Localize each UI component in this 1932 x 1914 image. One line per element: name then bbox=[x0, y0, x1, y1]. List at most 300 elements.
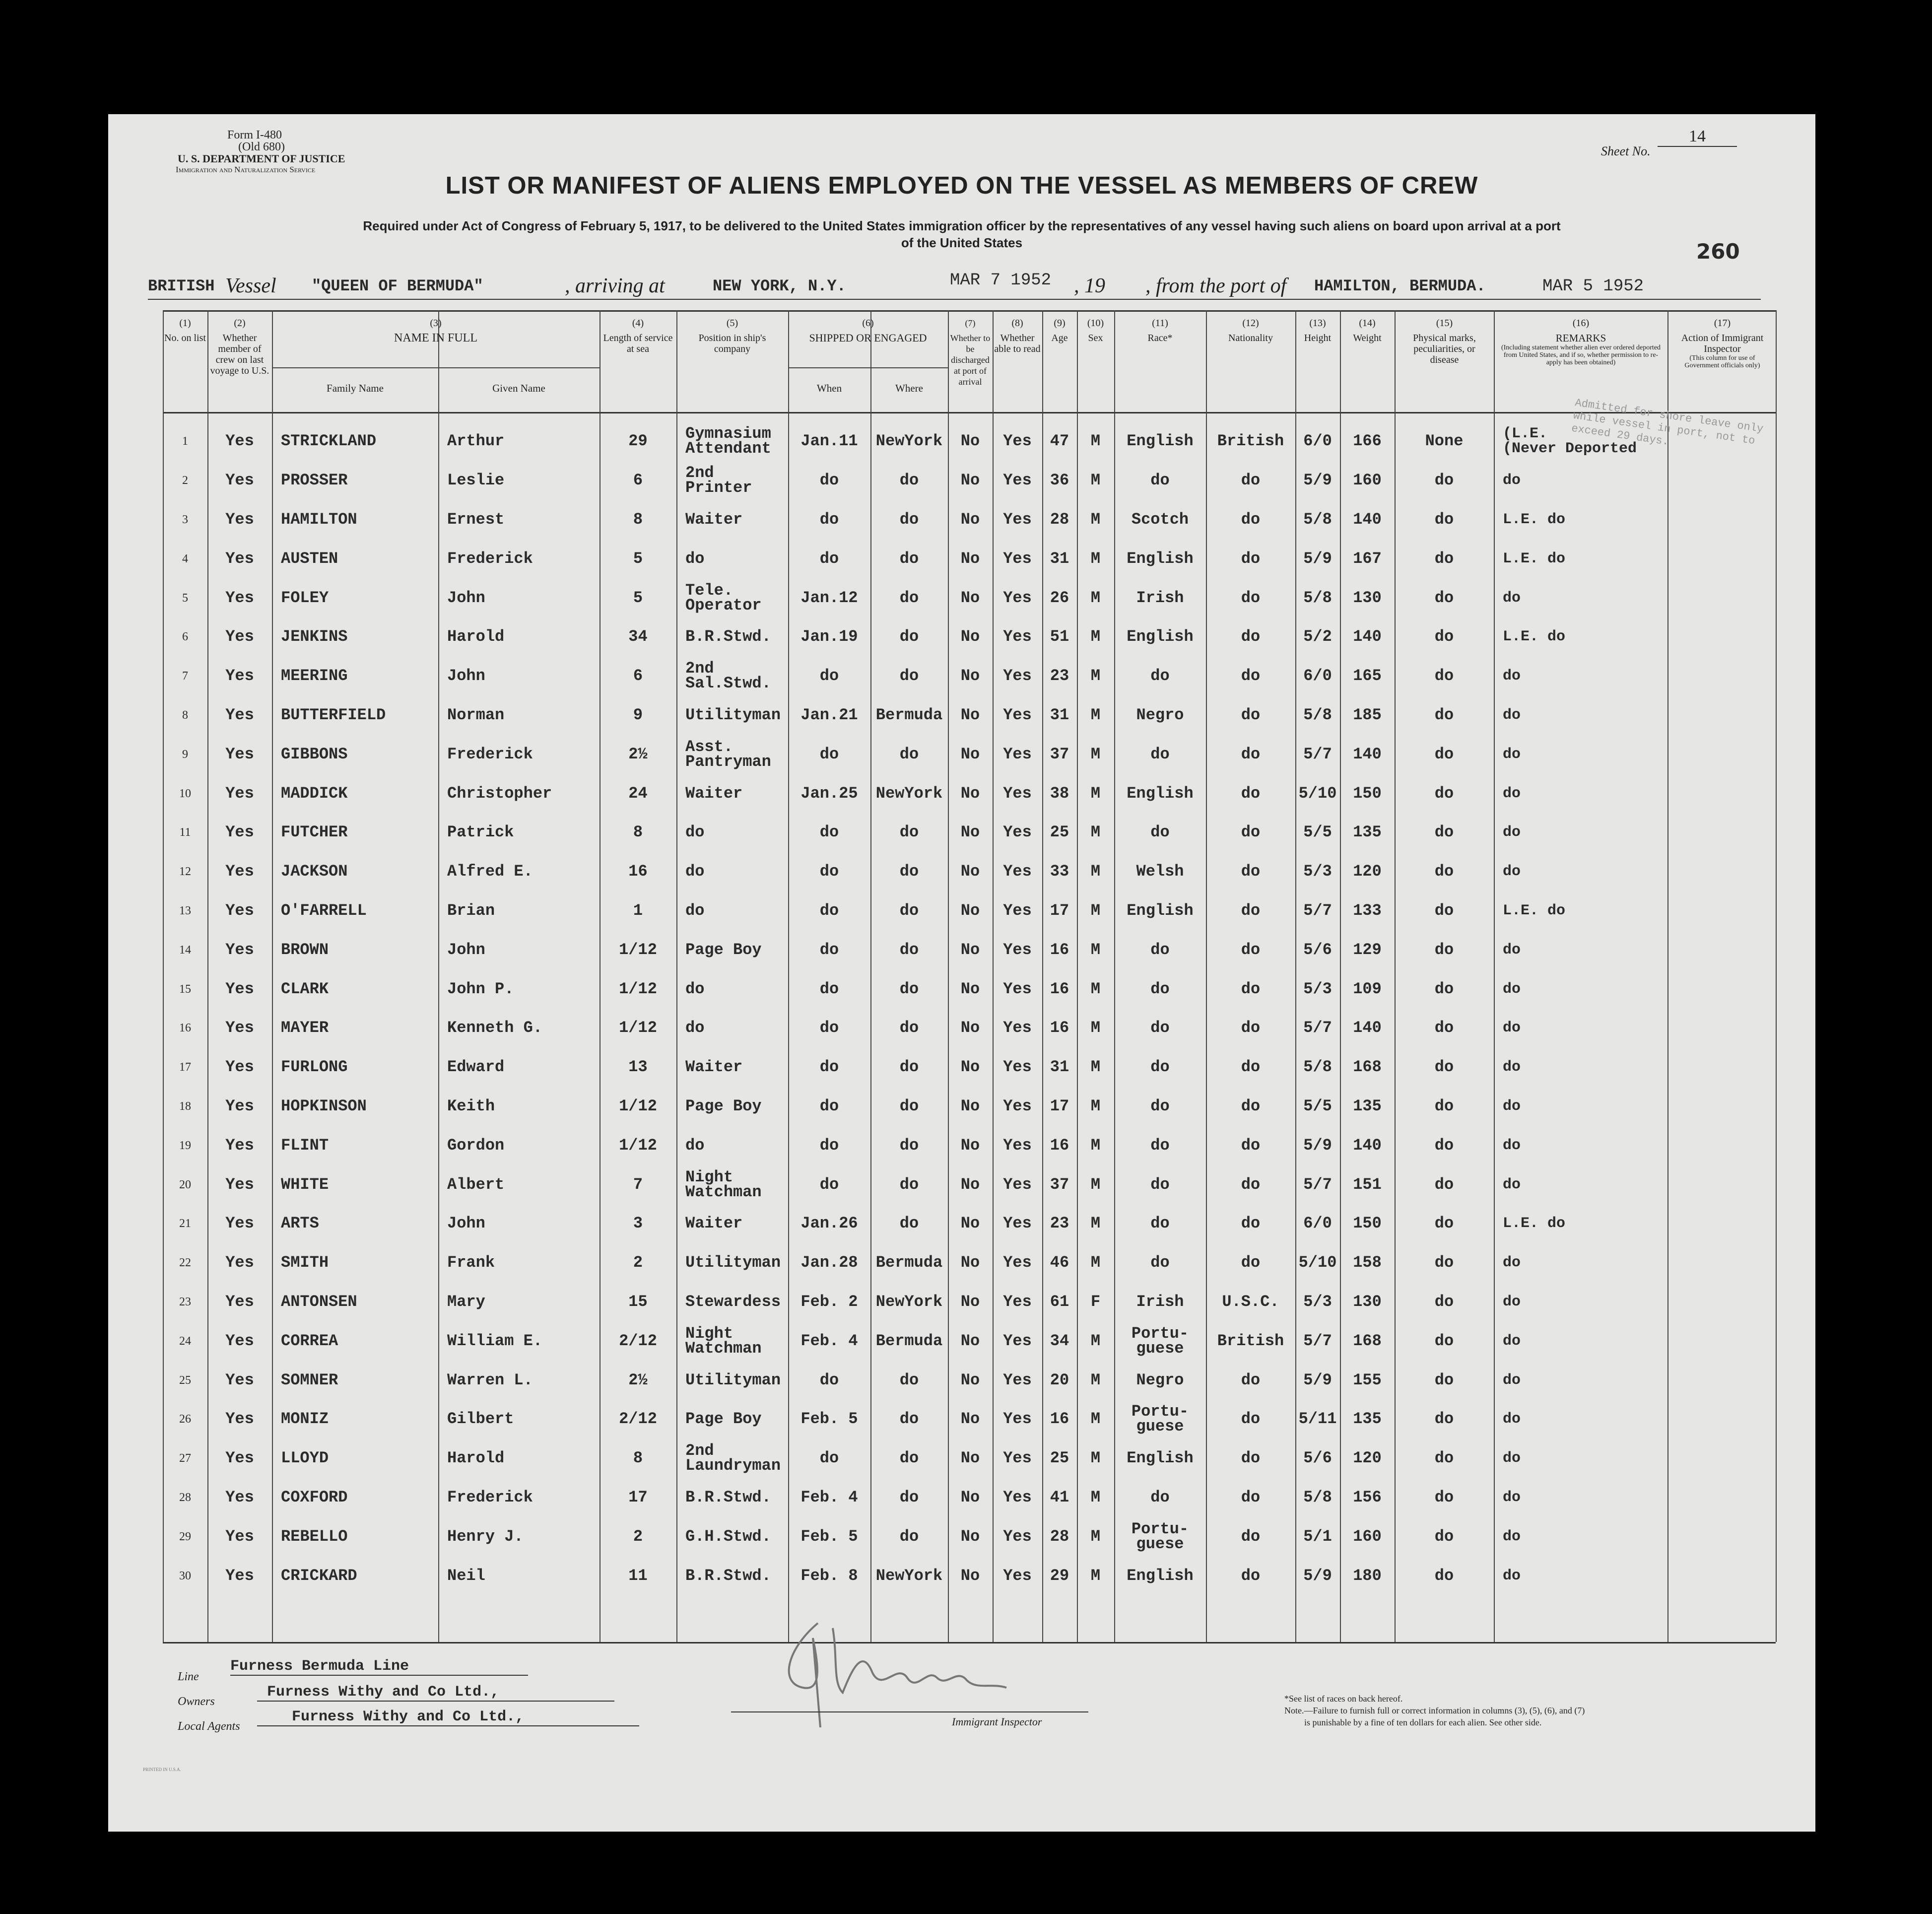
cell-family-name: GIBBONS bbox=[281, 745, 348, 763]
header-bottom-rule bbox=[163, 412, 1776, 413]
cell-able-to-read: Yes bbox=[1003, 1566, 1032, 1585]
cell-weight: 130 bbox=[1353, 1292, 1382, 1311]
cell-sex: M bbox=[1090, 1253, 1101, 1272]
cell-physical-marks: do bbox=[1434, 1096, 1454, 1115]
penalty-note-continued: is punishable by a fine of ten dollars for each alien. See other side. bbox=[1304, 1717, 1542, 1727]
cell-age: 16 bbox=[1050, 979, 1069, 998]
cell-physical-marks: do bbox=[1434, 549, 1454, 568]
subtitle: Required under Act of Congress of February 5, 1917, to be delivered to the United States immigration officer by the representatives of any vessel having such aliens on board upon arrival at a port bbox=[363, 218, 1561, 233]
cell-able-to-read: Yes bbox=[1003, 1096, 1032, 1115]
cell-physical-marks: do bbox=[1434, 784, 1454, 803]
cell-race: English bbox=[1127, 549, 1194, 568]
arrival-date: MAR 7 1952 bbox=[950, 271, 1052, 290]
old-form-number: (Old 680) bbox=[238, 140, 285, 153]
cell-remarks: do bbox=[1503, 1254, 1521, 1272]
cell-race: do bbox=[1150, 1175, 1170, 1194]
cell-list-number: 11 bbox=[179, 826, 191, 839]
cell-inspector-action bbox=[1667, 1126, 1776, 1165]
cell-given-name: Christopher bbox=[447, 784, 552, 803]
cell-race: English bbox=[1127, 1566, 1194, 1585]
table-row bbox=[163, 539, 1776, 578]
cell-weight: 180 bbox=[1353, 1566, 1382, 1585]
from-port-label: , from the port of bbox=[1145, 274, 1287, 297]
cell-shipped-when: do bbox=[819, 1370, 839, 1389]
table-row bbox=[163, 735, 1776, 774]
cell-age: 31 bbox=[1050, 705, 1069, 724]
cell-remarks: (L.E. (Never Deported bbox=[1503, 425, 1637, 458]
cell-shipped-when: do bbox=[819, 471, 839, 490]
table-row bbox=[163, 461, 1776, 500]
cell-family-name: HOPKINSON bbox=[281, 1096, 367, 1115]
cell-remarks: do bbox=[1503, 1020, 1521, 1037]
cell-given-name: Kenneth G. bbox=[447, 1019, 543, 1037]
cell-nationality: do bbox=[1241, 705, 1261, 724]
cell-remarks: L.E. do bbox=[1503, 550, 1566, 567]
cell-list-number: 3 bbox=[182, 513, 188, 526]
cell-sex: M bbox=[1090, 432, 1101, 451]
cell-position: do bbox=[685, 862, 705, 881]
cell-inspector-action bbox=[1667, 852, 1776, 891]
cell-height: 5/6 bbox=[1303, 940, 1332, 959]
cell-inspector-action bbox=[1667, 969, 1776, 1009]
cell-last-voyage: Yes bbox=[225, 1058, 254, 1077]
table-row bbox=[163, 657, 1776, 696]
cell-last-voyage: Yes bbox=[225, 1410, 254, 1429]
cell-height: 6/0 bbox=[1303, 1214, 1332, 1233]
cell-race: Irish bbox=[1136, 1292, 1184, 1311]
table-row bbox=[163, 1478, 1776, 1517]
cell-service-length: 6 bbox=[633, 471, 643, 490]
table-row bbox=[163, 969, 1776, 1009]
vessel-label: Vessel bbox=[225, 274, 276, 297]
cell-weight: 120 bbox=[1353, 862, 1382, 881]
cell-given-name: Ernest bbox=[447, 510, 505, 529]
cell-inspector-action bbox=[1667, 422, 1776, 461]
cell-height: 5/5 bbox=[1303, 1096, 1332, 1115]
cell-last-voyage: Yes bbox=[225, 1331, 254, 1350]
cell-list-number: 5 bbox=[182, 591, 188, 605]
cell-race: Irish bbox=[1136, 588, 1184, 607]
cell-last-voyage: Yes bbox=[225, 1566, 254, 1585]
cell-inspector-action bbox=[1667, 1439, 1776, 1478]
cell-service-length: 5 bbox=[633, 588, 643, 607]
cell-remarks: do bbox=[1503, 706, 1521, 724]
cell-family-name: JACKSON bbox=[281, 862, 348, 881]
cell-discharged: No bbox=[960, 1370, 980, 1389]
cell-age: 34 bbox=[1050, 1331, 1069, 1350]
cell-weight: 150 bbox=[1353, 1214, 1382, 1233]
cell-position: Gymnasium Attendant bbox=[685, 424, 771, 458]
cell-sex: M bbox=[1090, 588, 1101, 607]
cell-last-voyage: Yes bbox=[225, 862, 254, 881]
cell-discharged: No bbox=[960, 667, 980, 685]
cell-height: 5/3 bbox=[1303, 862, 1332, 881]
cell-shipped-when: Feb. 2 bbox=[800, 1292, 858, 1311]
cell-height: 5/11 bbox=[1298, 1410, 1337, 1429]
cell-shipped-where: do bbox=[899, 588, 919, 607]
cell-given-name: Frederick bbox=[447, 745, 533, 763]
cell-able-to-read: Yes bbox=[1003, 1175, 1032, 1194]
cell-discharged: No bbox=[960, 1488, 980, 1506]
cell-able-to-read: Yes bbox=[1003, 627, 1032, 646]
cell-weight: 129 bbox=[1353, 940, 1382, 959]
cell-physical-marks: do bbox=[1434, 1136, 1454, 1155]
cell-discharged: No bbox=[960, 432, 980, 451]
cell-remarks: do bbox=[1503, 941, 1521, 958]
cell-age: 31 bbox=[1050, 549, 1069, 568]
cell-service-length: 3 bbox=[633, 1214, 643, 1233]
cell-position: do bbox=[685, 1019, 705, 1037]
cell-shipped-when: do bbox=[819, 1019, 839, 1037]
cell-given-name: Harold bbox=[447, 627, 505, 646]
cell-shipped-when: Jan.28 bbox=[800, 1253, 858, 1272]
cell-shipped-where: NewYork bbox=[875, 784, 943, 803]
cell-physical-marks: do bbox=[1434, 1331, 1454, 1350]
cell-position: 2nd Laundryman bbox=[685, 1441, 781, 1475]
cell-weight: 160 bbox=[1353, 1527, 1382, 1546]
cell-remarks: do bbox=[1503, 668, 1521, 685]
cell-shipped-when: do bbox=[819, 862, 839, 881]
cell-nationality: do bbox=[1241, 1410, 1261, 1429]
cell-shipped-where: do bbox=[899, 1449, 919, 1468]
cell-physical-marks: do bbox=[1434, 901, 1454, 920]
cell-height: 5/7 bbox=[1303, 1019, 1332, 1037]
cell-discharged: No bbox=[960, 549, 980, 568]
cell-last-voyage: Yes bbox=[225, 432, 254, 451]
cell-weight: 120 bbox=[1353, 1449, 1382, 1468]
cell-age: 37 bbox=[1050, 745, 1069, 763]
col-header-given-name: Given Name bbox=[492, 382, 545, 394]
cell-position: do bbox=[685, 823, 705, 842]
cell-nationality: British bbox=[1217, 1331, 1284, 1350]
cell-height: 5/10 bbox=[1298, 1253, 1337, 1272]
departure-port: HAMILTON, BERMUDA. bbox=[1314, 277, 1486, 295]
cell-able-to-read: Yes bbox=[1003, 1136, 1032, 1155]
cell-sex: M bbox=[1090, 979, 1101, 998]
cell-sex: M bbox=[1090, 1449, 1101, 1468]
cell-shipped-where: do bbox=[899, 1370, 919, 1389]
cell-list-number: 1 bbox=[182, 435, 188, 448]
cell-able-to-read: Yes bbox=[1003, 549, 1032, 568]
col-header-discharged: (7) Whether to be discharged at port of arrival bbox=[950, 318, 991, 387]
cell-able-to-read: Yes bbox=[1003, 510, 1032, 529]
cell-weight: 140 bbox=[1353, 745, 1382, 763]
table-row bbox=[163, 1439, 1776, 1478]
cell-family-name: SMITH bbox=[281, 1253, 329, 1272]
cell-given-name: Frederick bbox=[447, 1488, 533, 1506]
cell-physical-marks: do bbox=[1434, 1175, 1454, 1194]
cell-given-name: John bbox=[447, 667, 485, 685]
cell-list-number: 26 bbox=[179, 1413, 191, 1426]
cell-age: 25 bbox=[1050, 823, 1069, 842]
cell-able-to-read: Yes bbox=[1003, 784, 1032, 803]
cell-last-voyage: Yes bbox=[225, 901, 254, 920]
cell-family-name: PROSSER bbox=[281, 471, 348, 490]
table-row bbox=[163, 696, 1776, 735]
cell-service-length: 29 bbox=[628, 432, 648, 451]
cell-remarks: do bbox=[1503, 785, 1521, 802]
stamp-number: 260 bbox=[1696, 239, 1740, 264]
cell-shipped-when: Jan.19 bbox=[800, 627, 858, 646]
cell-nationality: do bbox=[1241, 784, 1261, 803]
cell-nationality: do bbox=[1241, 745, 1261, 763]
cell-physical-marks: do bbox=[1434, 1253, 1454, 1272]
cell-shipped-where: do bbox=[899, 1488, 919, 1506]
cell-family-name: MAYER bbox=[281, 1019, 329, 1037]
cell-remarks: do bbox=[1503, 1567, 1521, 1584]
cell-position: Waiter bbox=[685, 1058, 743, 1077]
col-header-remarks: (16) REMARKS (Including statement whether alien ever ordered deported from United States, and if so, whether permission to re-apply has been obtained) bbox=[1501, 318, 1661, 366]
cell-age: 36 bbox=[1050, 471, 1069, 490]
cell-position: 2nd Sal.Stwd. bbox=[685, 659, 771, 693]
cell-nationality: do bbox=[1241, 901, 1261, 920]
cell-able-to-read: Yes bbox=[1003, 979, 1032, 998]
cell-shipped-where: do bbox=[899, 667, 919, 685]
cell-race: do bbox=[1150, 667, 1170, 685]
cell-family-name: FLINT bbox=[281, 1136, 329, 1155]
cell-height: 6/0 bbox=[1303, 432, 1332, 451]
cell-last-voyage: Yes bbox=[225, 940, 254, 959]
cell-weight: 140 bbox=[1353, 510, 1382, 529]
cell-weight: 140 bbox=[1353, 1136, 1382, 1155]
cell-given-name: Harold bbox=[447, 1449, 505, 1468]
cell-inspector-action bbox=[1667, 1009, 1776, 1048]
cell-race: Scotch bbox=[1131, 510, 1189, 529]
cell-shipped-where: do bbox=[899, 1136, 919, 1155]
cell-shipped-where: do bbox=[899, 627, 919, 646]
cell-nationality: do bbox=[1241, 588, 1261, 607]
departure-date: MAR 5 1952 bbox=[1542, 277, 1644, 296]
cell-able-to-read: Yes bbox=[1003, 1488, 1032, 1506]
table-row bbox=[163, 774, 1776, 813]
cell-inspector-action bbox=[1667, 1556, 1776, 1595]
cell-shipped-where: do bbox=[899, 862, 919, 881]
cell-shipped-when: do bbox=[819, 745, 839, 763]
cell-position: Waiter bbox=[685, 784, 743, 803]
cell-nationality: do bbox=[1241, 1527, 1261, 1546]
cell-shipped-where: Bermuda bbox=[875, 1331, 943, 1350]
cell-sex: M bbox=[1090, 745, 1101, 763]
cell-shipped-where: do bbox=[899, 1096, 919, 1115]
cell-family-name: CORREA bbox=[281, 1331, 338, 1350]
cell-remarks: do bbox=[1503, 1411, 1521, 1428]
cell-age: 38 bbox=[1050, 784, 1069, 803]
table-row bbox=[163, 617, 1776, 657]
cell-height: 5/8 bbox=[1303, 510, 1332, 529]
cell-age: 33 bbox=[1050, 862, 1069, 881]
cell-family-name: MONIZ bbox=[281, 1410, 329, 1429]
cell-physical-marks: do bbox=[1434, 1292, 1454, 1311]
cell-family-name: FURLONG bbox=[281, 1058, 348, 1077]
col-header-name: (3) NAME IN FULL bbox=[394, 318, 477, 344]
cell-remarks: L.E. do bbox=[1503, 1215, 1566, 1232]
cell-list-number: 27 bbox=[179, 1452, 191, 1465]
cell-last-voyage: Yes bbox=[225, 1096, 254, 1115]
cell-shipped-when: do bbox=[819, 1449, 839, 1468]
cell-shipped-where: do bbox=[899, 823, 919, 842]
cell-age: 46 bbox=[1050, 1253, 1069, 1272]
cell-last-voyage: Yes bbox=[225, 823, 254, 842]
cell-race: Welsh bbox=[1136, 862, 1184, 881]
cell-height: 5/7 bbox=[1303, 745, 1332, 763]
cell-physical-marks: do bbox=[1434, 1410, 1454, 1429]
cell-weight: 109 bbox=[1353, 979, 1382, 998]
cell-position: do bbox=[685, 1136, 705, 1155]
cell-last-voyage: Yes bbox=[225, 1175, 254, 1194]
cell-sex: M bbox=[1090, 1410, 1101, 1429]
cell-sex: M bbox=[1090, 823, 1101, 842]
cell-family-name: LLOYD bbox=[281, 1449, 329, 1468]
cell-race: Portu- guese bbox=[1131, 1402, 1189, 1436]
cell-able-to-read: Yes bbox=[1003, 745, 1032, 763]
cell-discharged: No bbox=[960, 784, 980, 803]
cell-list-number: 12 bbox=[179, 865, 191, 879]
cell-height: 5/2 bbox=[1303, 627, 1332, 646]
cell-age: 61 bbox=[1050, 1292, 1069, 1311]
cell-position: Page Boy bbox=[685, 940, 762, 959]
cell-race: do bbox=[1150, 1136, 1170, 1155]
cell-nationality: do bbox=[1241, 940, 1261, 959]
cell-discharged: No bbox=[960, 510, 980, 529]
cell-inspector-action bbox=[1667, 461, 1776, 500]
col-header-inspector-action: (17) Action of Immigrant Inspector (This column for use of Government officials only) bbox=[1681, 318, 1764, 369]
cell-remarks: do bbox=[1503, 472, 1521, 489]
cell-shipped-when: do bbox=[819, 1175, 839, 1194]
cell-inspector-action bbox=[1667, 891, 1776, 931]
vessel-flag: BRITISH bbox=[148, 277, 215, 295]
cell-given-name: Mary bbox=[447, 1292, 485, 1311]
cell-service-length: 1/12 bbox=[619, 1136, 657, 1155]
cell-age: 23 bbox=[1050, 667, 1069, 685]
cell-given-name: Gordon bbox=[447, 1136, 505, 1155]
table-row bbox=[163, 1126, 1776, 1165]
cell-shipped-when: Jan.21 bbox=[800, 705, 858, 724]
cell-given-name: Warren L. bbox=[447, 1370, 533, 1389]
cell-position: Asst. Pantryman bbox=[685, 737, 771, 771]
table-row bbox=[163, 1009, 1776, 1048]
cell-last-voyage: Yes bbox=[225, 1449, 254, 1468]
cell-service-length: 13 bbox=[628, 1058, 648, 1077]
cell-inspector-action bbox=[1667, 539, 1776, 578]
cell-height: 5/9 bbox=[1303, 1370, 1332, 1389]
cell-discharged: No bbox=[960, 1527, 980, 1546]
local-agents-value: Furness Withy and Co Ltd., bbox=[257, 1709, 639, 1726]
cell-sex: M bbox=[1090, 1488, 1101, 1506]
cell-service-length: 11 bbox=[628, 1566, 648, 1585]
cell-given-name: Patrick bbox=[447, 823, 514, 842]
cell-service-length: 1/12 bbox=[619, 1019, 657, 1037]
cell-remarks: do bbox=[1503, 1450, 1521, 1467]
cell-service-length: 1 bbox=[633, 901, 643, 920]
cell-shipped-when: Feb. 8 bbox=[800, 1566, 858, 1585]
cell-inspector-action bbox=[1667, 657, 1776, 696]
cell-position: B.R.Stwd. bbox=[685, 1566, 771, 1585]
cell-discharged: No bbox=[960, 1331, 980, 1350]
cell-physical-marks: do bbox=[1434, 1214, 1454, 1233]
cell-race: do bbox=[1150, 1019, 1170, 1037]
cell-position: Waiter bbox=[685, 1214, 743, 1233]
cell-shipped-where: do bbox=[899, 471, 919, 490]
cell-family-name: WHITE bbox=[281, 1175, 329, 1194]
cell-race: do bbox=[1150, 1096, 1170, 1115]
cell-discharged: No bbox=[960, 1058, 980, 1077]
cell-service-length: 24 bbox=[628, 784, 648, 803]
cell-height: 5/8 bbox=[1303, 1058, 1332, 1077]
cell-able-to-read: Yes bbox=[1003, 1370, 1032, 1389]
cell-race: do bbox=[1150, 940, 1170, 959]
cell-age: 16 bbox=[1050, 940, 1069, 959]
cell-shipped-when: Jan.11 bbox=[800, 432, 858, 451]
cell-sex: M bbox=[1090, 667, 1101, 685]
cell-able-to-read: Yes bbox=[1003, 1527, 1032, 1546]
cell-remarks: do bbox=[1503, 1528, 1521, 1545]
cell-list-number: 16 bbox=[179, 1022, 191, 1035]
cell-height: 5/7 bbox=[1303, 1331, 1332, 1350]
cell-service-length: 16 bbox=[628, 862, 648, 881]
cell-list-number: 15 bbox=[179, 982, 191, 996]
cell-sex: M bbox=[1090, 510, 1101, 529]
cell-given-name: Keith bbox=[447, 1096, 495, 1115]
cell-position: Tele. Operator bbox=[685, 581, 762, 615]
cell-position: do bbox=[685, 549, 705, 568]
cell-nationality: do bbox=[1241, 627, 1261, 646]
cell-physical-marks: do bbox=[1434, 823, 1454, 842]
cell-sex: M bbox=[1090, 1214, 1101, 1233]
cell-nationality: do bbox=[1241, 862, 1261, 881]
cell-nationality: do bbox=[1241, 549, 1261, 568]
cell-physical-marks: do bbox=[1434, 1488, 1454, 1506]
cell-height: 5/5 bbox=[1303, 823, 1332, 842]
races-note: *See list of races on back hereof. bbox=[1284, 1694, 1403, 1704]
cell-physical-marks: do bbox=[1434, 745, 1454, 763]
cell-able-to-read: Yes bbox=[1003, 667, 1032, 685]
inspector-label: Immigrant Inspector bbox=[952, 1715, 1042, 1728]
cell-shipped-when: do bbox=[819, 1058, 839, 1077]
cell-physical-marks: do bbox=[1434, 510, 1454, 529]
cell-remarks: do bbox=[1503, 589, 1521, 607]
cell-age: 28 bbox=[1050, 1527, 1069, 1546]
cell-age: 23 bbox=[1050, 1214, 1069, 1233]
cell-family-name: AUSTEN bbox=[281, 549, 338, 568]
cell-race: English bbox=[1127, 784, 1194, 803]
table-row bbox=[163, 813, 1776, 852]
form-number: Form I-480 bbox=[227, 129, 282, 141]
cell-list-number: 18 bbox=[179, 1099, 191, 1113]
cell-race: Portu- guese bbox=[1131, 1324, 1189, 1358]
cell-family-name: CLARK bbox=[281, 979, 329, 998]
cell-service-length: 8 bbox=[633, 510, 643, 529]
table-row bbox=[163, 500, 1776, 540]
cell-inspector-action bbox=[1667, 1048, 1776, 1087]
cell-height: 5/10 bbox=[1298, 784, 1337, 803]
cell-race: do bbox=[1150, 471, 1170, 490]
cell-remarks: do bbox=[1503, 1059, 1521, 1076]
table-row bbox=[163, 1321, 1776, 1361]
cell-inspector-action bbox=[1667, 1517, 1776, 1556]
cell-shipped-when: do bbox=[819, 510, 839, 529]
cell-race: Negro bbox=[1136, 1370, 1184, 1389]
cell-discharged: No bbox=[960, 471, 980, 490]
inspector-signature-line bbox=[731, 1711, 1088, 1712]
cell-shipped-when: Jan.12 bbox=[800, 588, 858, 607]
cell-service-length: 2/12 bbox=[619, 1410, 657, 1429]
cell-shipped-when: Feb. 5 bbox=[800, 1410, 858, 1429]
cell-able-to-read: Yes bbox=[1003, 823, 1032, 842]
cell-height: 5/9 bbox=[1303, 1566, 1332, 1585]
cell-list-number: 2 bbox=[182, 474, 188, 487]
cell-remarks: do bbox=[1503, 1371, 1521, 1389]
cell-family-name: MADDICK bbox=[281, 784, 348, 803]
